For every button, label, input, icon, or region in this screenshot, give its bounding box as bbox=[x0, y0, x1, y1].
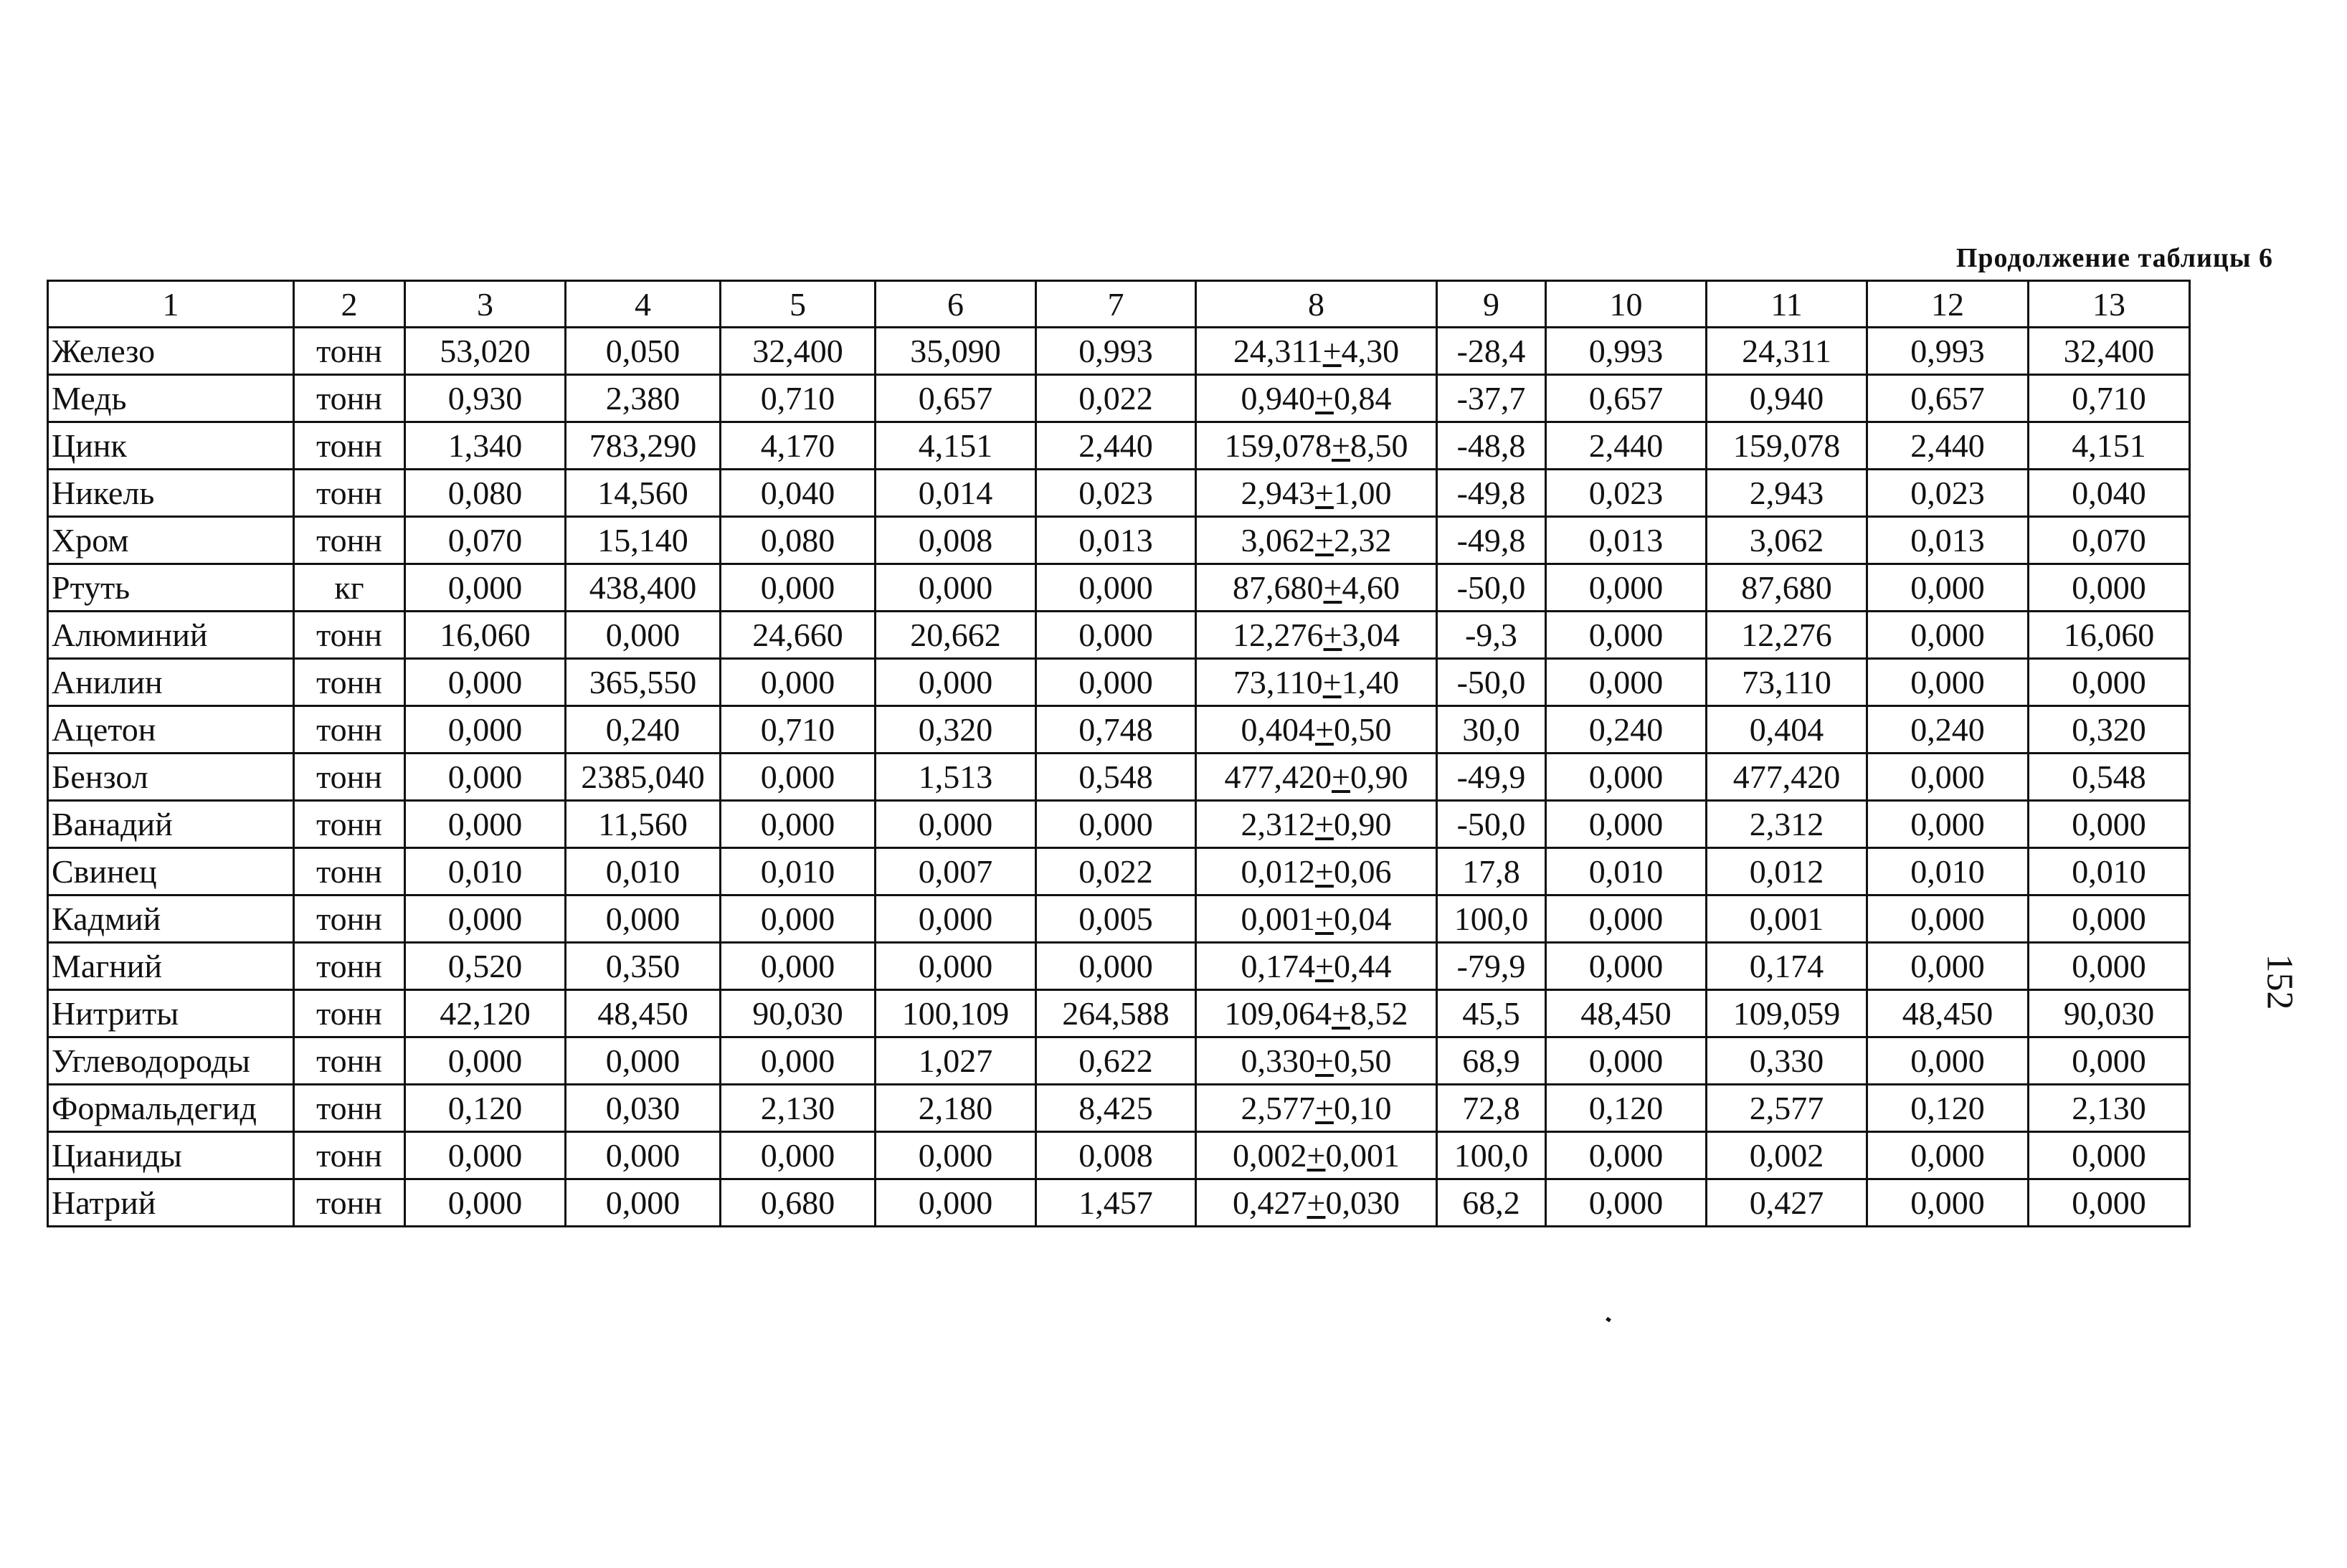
value-cell: -50,0 bbox=[1437, 564, 1546, 612]
value-cell: 0,174+0,44 bbox=[1196, 943, 1437, 990]
column-header: 5 bbox=[721, 281, 876, 328]
value-cell: 4,151 bbox=[876, 422, 1036, 470]
value-cell: -37,7 bbox=[1437, 375, 1546, 422]
value-cell: 3,062 bbox=[1707, 517, 1867, 564]
value-cell: 0,000 bbox=[1546, 895, 1707, 943]
value-cell: 0,320 bbox=[2029, 706, 2190, 754]
value-cell: 35,090 bbox=[876, 328, 1036, 375]
value-cell: 2,577 bbox=[1707, 1085, 1867, 1132]
value-cell: 0,520 bbox=[405, 943, 566, 990]
column-header: 4 bbox=[566, 281, 721, 328]
value-cell: 0,748 bbox=[1036, 706, 1196, 754]
value-cell: 16,060 bbox=[2029, 612, 2190, 659]
value-cell: 2,577+0,10 bbox=[1196, 1085, 1437, 1132]
value-cell: 2385,040 bbox=[566, 754, 721, 801]
value-cell: 0,000 bbox=[2029, 1179, 2190, 1227]
value-cell: 0,000 bbox=[405, 659, 566, 706]
substance-name-cell: Натрий bbox=[48, 1179, 294, 1227]
unit-cell: тонн bbox=[294, 375, 405, 422]
value-cell: 0,000 bbox=[1036, 659, 1196, 706]
value-cell: 1,340 bbox=[405, 422, 566, 470]
value-cell: 48,450 bbox=[1546, 990, 1707, 1037]
column-header: 13 bbox=[2029, 281, 2190, 328]
value-cell: 4,151 bbox=[2029, 422, 2190, 470]
value-cell: 0,548 bbox=[2029, 754, 2190, 801]
value-cell: 0,000 bbox=[2029, 564, 2190, 612]
value-cell: 2,312+0,90 bbox=[1196, 801, 1437, 848]
value-cell: 2,943+1,00 bbox=[1196, 470, 1437, 517]
unit-cell: тонн bbox=[294, 895, 405, 943]
table-row bbox=[48, 754, 2190, 801]
value-cell: 0,000 bbox=[2029, 801, 2190, 848]
value-cell: 0,010 bbox=[566, 848, 721, 895]
value-cell: 159,078+8,50 bbox=[1196, 422, 1437, 470]
value-cell: 0,000 bbox=[1036, 564, 1196, 612]
column-header: 9 bbox=[1437, 281, 1546, 328]
value-cell: 0,010 bbox=[2029, 848, 2190, 895]
column-header: 6 bbox=[876, 281, 1036, 328]
value-cell: 0,404+0,50 bbox=[1196, 706, 1437, 754]
unit-cell: тонн bbox=[294, 1132, 405, 1179]
value-cell: 0,022 bbox=[1036, 848, 1196, 895]
value-cell: 0,000 bbox=[1546, 612, 1707, 659]
value-cell: 0,000 bbox=[2029, 1037, 2190, 1085]
unit-cell: тонн bbox=[294, 659, 405, 706]
value-cell: 0,040 bbox=[2029, 470, 2190, 517]
value-cell: 0,000 bbox=[1546, 801, 1707, 848]
value-cell: 0,080 bbox=[405, 470, 566, 517]
value-cell: 0,120 bbox=[405, 1085, 566, 1132]
value-cell: 0,320 bbox=[876, 706, 1036, 754]
value-cell: 2,380 bbox=[566, 375, 721, 422]
value-cell: 2,130 bbox=[2029, 1085, 2190, 1132]
value-cell: 0,000 bbox=[405, 706, 566, 754]
value-cell: 0,023 bbox=[1867, 470, 2029, 517]
value-cell: 32,400 bbox=[721, 328, 876, 375]
value-cell: 0,010 bbox=[1546, 848, 1707, 895]
value-cell: 32,400 bbox=[2029, 328, 2190, 375]
column-header: 2 bbox=[294, 281, 405, 328]
value-cell: 0,000 bbox=[405, 564, 566, 612]
value-cell: 0,000 bbox=[2029, 943, 2190, 990]
column-header: 12 bbox=[1867, 281, 2029, 328]
value-cell: 0,000 bbox=[876, 801, 1036, 848]
value-cell: -28,4 bbox=[1437, 328, 1546, 375]
value-cell: 0,070 bbox=[405, 517, 566, 564]
value-cell: 0,000 bbox=[2029, 895, 2190, 943]
value-cell: 0,008 bbox=[1036, 1132, 1196, 1179]
table-row bbox=[48, 990, 2190, 1037]
value-cell: 0,013 bbox=[1036, 517, 1196, 564]
value-cell: 0,000 bbox=[1546, 1179, 1707, 1227]
value-cell: 30,0 bbox=[1437, 706, 1546, 754]
value-cell: 0,000 bbox=[876, 895, 1036, 943]
header-row bbox=[48, 281, 2190, 328]
value-cell: 0,023 bbox=[1036, 470, 1196, 517]
value-cell: 0,000 bbox=[1036, 943, 1196, 990]
value-cell: 0,940+0,84 bbox=[1196, 375, 1437, 422]
value-cell: 0,022 bbox=[1036, 375, 1196, 422]
substance-name-cell: Углеводороды bbox=[48, 1037, 294, 1085]
value-cell: 0,000 bbox=[721, 895, 876, 943]
value-cell: 0,000 bbox=[1867, 612, 2029, 659]
value-cell: 8,425 bbox=[1036, 1085, 1196, 1132]
value-cell: 100,109 bbox=[876, 990, 1036, 1037]
unit-cell: тонн bbox=[294, 470, 405, 517]
value-cell: 90,030 bbox=[721, 990, 876, 1037]
value-cell: 0,000 bbox=[721, 943, 876, 990]
value-cell: 0,000 bbox=[566, 1179, 721, 1227]
value-cell: 0,000 bbox=[721, 659, 876, 706]
value-cell: 0,070 bbox=[2029, 517, 2190, 564]
value-cell: 783,290 bbox=[566, 422, 721, 470]
value-cell: 0,000 bbox=[1546, 754, 1707, 801]
value-cell: 0,657 bbox=[1546, 375, 1707, 422]
value-cell: 0,120 bbox=[1546, 1085, 1707, 1132]
unit-cell: кг bbox=[294, 564, 405, 612]
value-cell: 0,000 bbox=[876, 943, 1036, 990]
substance-name-cell: Цианиды bbox=[48, 1132, 294, 1179]
value-cell: 0,000 bbox=[721, 754, 876, 801]
stray-mark bbox=[1606, 1317, 1611, 1323]
value-cell: 0,940 bbox=[1707, 375, 1867, 422]
value-cell: 0,000 bbox=[566, 612, 721, 659]
value-cell: 16,060 bbox=[405, 612, 566, 659]
value-cell: 0,000 bbox=[1867, 801, 2029, 848]
value-cell: 264,588 bbox=[1036, 990, 1196, 1037]
substance-name-cell: Цинк bbox=[48, 422, 294, 470]
substance-name-cell: Магний bbox=[48, 943, 294, 990]
value-cell: 0,010 bbox=[405, 848, 566, 895]
value-cell: 0,350 bbox=[566, 943, 721, 990]
substance-name-cell: Хром bbox=[48, 517, 294, 564]
value-cell: 0,008 bbox=[876, 517, 1036, 564]
value-cell: 0,050 bbox=[566, 328, 721, 375]
unit-cell: тонн bbox=[294, 706, 405, 754]
value-cell: 0,000 bbox=[721, 801, 876, 848]
unit-cell: тонн bbox=[294, 328, 405, 375]
unit-cell: тонн bbox=[294, 943, 405, 990]
value-cell: -48,8 bbox=[1437, 422, 1546, 470]
page-number: 152 bbox=[2259, 954, 2300, 1010]
value-cell: 0,000 bbox=[1546, 943, 1707, 990]
value-cell: 2,180 bbox=[876, 1085, 1036, 1132]
value-cell: 17,8 bbox=[1437, 848, 1546, 895]
value-cell: 48,450 bbox=[1867, 990, 2029, 1037]
value-cell: 0,000 bbox=[566, 895, 721, 943]
column-header: 3 bbox=[405, 281, 566, 328]
value-cell: 0,000 bbox=[1036, 612, 1196, 659]
table-row bbox=[48, 328, 2190, 375]
value-cell: 365,550 bbox=[566, 659, 721, 706]
value-cell: 0,330+0,50 bbox=[1196, 1037, 1437, 1085]
value-cell: 0,930 bbox=[405, 375, 566, 422]
value-cell: 0,000 bbox=[2029, 1132, 2190, 1179]
value-cell: 73,110 bbox=[1707, 659, 1867, 706]
value-cell: 0,240 bbox=[566, 706, 721, 754]
value-cell: 438,400 bbox=[566, 564, 721, 612]
value-cell: 0,710 bbox=[2029, 375, 2190, 422]
value-cell: 0,012+0,06 bbox=[1196, 848, 1437, 895]
value-cell: -79,9 bbox=[1437, 943, 1546, 990]
value-cell: 0,013 bbox=[1867, 517, 2029, 564]
value-cell: 0,000 bbox=[1867, 1132, 2029, 1179]
value-cell: 0,240 bbox=[1867, 706, 2029, 754]
value-cell: 0,080 bbox=[721, 517, 876, 564]
table-row bbox=[48, 612, 2190, 659]
value-cell: 0,000 bbox=[405, 1132, 566, 1179]
unit-cell: тонн bbox=[294, 848, 405, 895]
value-cell: 2,943 bbox=[1707, 470, 1867, 517]
value-cell: 0,014 bbox=[876, 470, 1036, 517]
value-cell: 0,993 bbox=[1036, 328, 1196, 375]
value-cell: 15,140 bbox=[566, 517, 721, 564]
value-cell: 4,170 bbox=[721, 422, 876, 470]
value-cell: 0,000 bbox=[1867, 1037, 2029, 1085]
value-cell: 0,000 bbox=[1867, 895, 2029, 943]
value-cell: 73,110+1,40 bbox=[1196, 659, 1437, 706]
value-cell: 87,680 bbox=[1707, 564, 1867, 612]
value-cell: 0,000 bbox=[1546, 564, 1707, 612]
substance-name-cell: Железо bbox=[48, 328, 294, 375]
value-cell: 20,662 bbox=[876, 612, 1036, 659]
value-cell: 0,012 bbox=[1707, 848, 1867, 895]
column-header: 1 bbox=[48, 281, 294, 328]
table-row bbox=[48, 848, 2190, 895]
column-header: 8 bbox=[1196, 281, 1437, 328]
table-row bbox=[48, 1037, 2190, 1085]
value-cell: 0,622 bbox=[1036, 1037, 1196, 1085]
table-caption: Продолжение таблицы 6 bbox=[1955, 243, 2273, 273]
value-cell: 2,440 bbox=[1867, 422, 2029, 470]
value-cell: 0,000 bbox=[1546, 1132, 1707, 1179]
table-body bbox=[48, 328, 2190, 1227]
substance-name-cell: Бензол bbox=[48, 754, 294, 801]
value-cell: 0,002 bbox=[1707, 1132, 1867, 1179]
value-cell: 0,000 bbox=[876, 1179, 1036, 1227]
value-cell: 109,064+8,52 bbox=[1196, 990, 1437, 1037]
value-cell: 24,311+4,30 bbox=[1196, 328, 1437, 375]
value-cell: 0,330 bbox=[1707, 1037, 1867, 1085]
value-cell: 68,9 bbox=[1437, 1037, 1546, 1085]
value-cell: 100,0 bbox=[1437, 895, 1546, 943]
value-cell: 11,560 bbox=[566, 801, 721, 848]
value-cell: 0,000 bbox=[1867, 564, 2029, 612]
value-cell: 0,000 bbox=[1867, 754, 2029, 801]
value-cell: 0,000 bbox=[405, 895, 566, 943]
value-cell: 0,000 bbox=[876, 564, 1036, 612]
table-row bbox=[48, 801, 2190, 848]
value-cell: -49,9 bbox=[1437, 754, 1546, 801]
substance-name-cell: Ацетон bbox=[48, 706, 294, 754]
substance-name-cell: Кадмий bbox=[48, 895, 294, 943]
value-cell: 12,276+3,04 bbox=[1196, 612, 1437, 659]
value-cell: 68,2 bbox=[1437, 1179, 1546, 1227]
value-cell: 2,312 bbox=[1707, 801, 1867, 848]
value-cell: 0,000 bbox=[405, 801, 566, 848]
value-cell: 24,660 bbox=[721, 612, 876, 659]
value-cell: 0,000 bbox=[2029, 659, 2190, 706]
value-cell: 45,5 bbox=[1437, 990, 1546, 1037]
table-row bbox=[48, 1179, 2190, 1227]
value-cell: -50,0 bbox=[1437, 801, 1546, 848]
value-cell: 0,427+0,030 bbox=[1196, 1179, 1437, 1227]
value-cell: 0,000 bbox=[1867, 659, 2029, 706]
table-row bbox=[48, 659, 2190, 706]
value-cell: 53,020 bbox=[405, 328, 566, 375]
substance-name-cell: Никель bbox=[48, 470, 294, 517]
value-cell: -9,3 bbox=[1437, 612, 1546, 659]
value-cell: 12,276 bbox=[1707, 612, 1867, 659]
value-cell: 0,000 bbox=[721, 1037, 876, 1085]
value-cell: 0,000 bbox=[1867, 1179, 2029, 1227]
value-cell: 0,010 bbox=[1867, 848, 2029, 895]
substance-name-cell: Алюминий bbox=[48, 612, 294, 659]
value-cell: 72,8 bbox=[1437, 1085, 1546, 1132]
column-header: 10 bbox=[1546, 281, 1707, 328]
value-cell: 48,450 bbox=[566, 990, 721, 1037]
value-cell: 2,440 bbox=[1036, 422, 1196, 470]
substance-name-cell: Медь bbox=[48, 375, 294, 422]
value-cell: 2,130 bbox=[721, 1085, 876, 1132]
unit-cell: тонн bbox=[294, 1037, 405, 1085]
value-cell: 0,000 bbox=[405, 1179, 566, 1227]
value-cell: 477,420 bbox=[1707, 754, 1867, 801]
unit-cell: тонн bbox=[294, 612, 405, 659]
value-cell: 0,001 bbox=[1707, 895, 1867, 943]
unit-cell: тонн bbox=[294, 422, 405, 470]
value-cell: 1,513 bbox=[876, 754, 1036, 801]
value-cell: 3,062+2,32 bbox=[1196, 517, 1437, 564]
value-cell: 0,001+0,04 bbox=[1196, 895, 1437, 943]
table-row bbox=[48, 375, 2190, 422]
value-cell: 0,000 bbox=[566, 1037, 721, 1085]
value-cell: 24,311 bbox=[1707, 328, 1867, 375]
table-row bbox=[48, 1085, 2190, 1132]
table-row bbox=[48, 422, 2190, 470]
unit-cell: тонн bbox=[294, 1085, 405, 1132]
substance-name-cell: Свинец bbox=[48, 848, 294, 895]
substance-name-cell: Ванадий bbox=[48, 801, 294, 848]
value-cell: 0,000 bbox=[1546, 659, 1707, 706]
value-cell: 0,000 bbox=[721, 1132, 876, 1179]
value-cell: 1,027 bbox=[876, 1037, 1036, 1085]
value-cell: 0,174 bbox=[1707, 943, 1867, 990]
column-header: 11 bbox=[1707, 281, 1867, 328]
value-cell: 0,000 bbox=[566, 1132, 721, 1179]
value-cell: 2,440 bbox=[1546, 422, 1707, 470]
value-cell: 0,030 bbox=[566, 1085, 721, 1132]
table-row bbox=[48, 895, 2190, 943]
value-cell: 0,010 bbox=[721, 848, 876, 895]
substance-name-cell: Анилин bbox=[48, 659, 294, 706]
value-cell: 0,000 bbox=[405, 754, 566, 801]
value-cell: 0,427 bbox=[1707, 1179, 1867, 1227]
value-cell: 87,680+4,60 bbox=[1196, 564, 1437, 612]
value-cell: 477,420+0,90 bbox=[1196, 754, 1437, 801]
value-cell: 14,560 bbox=[566, 470, 721, 517]
value-cell: 0,993 bbox=[1867, 328, 2029, 375]
unit-cell: тонн bbox=[294, 754, 405, 801]
value-cell: 0,657 bbox=[876, 375, 1036, 422]
value-cell: 0,002+0,001 bbox=[1196, 1132, 1437, 1179]
value-cell: 0,710 bbox=[721, 706, 876, 754]
value-cell: 0,000 bbox=[1036, 801, 1196, 848]
unit-cell: тонн bbox=[294, 1179, 405, 1227]
value-cell: 109,059 bbox=[1707, 990, 1867, 1037]
value-cell: 90,030 bbox=[2029, 990, 2190, 1037]
value-cell: 0,000 bbox=[876, 1132, 1036, 1179]
value-cell: -49,8 bbox=[1437, 470, 1546, 517]
table-row bbox=[48, 706, 2190, 754]
value-cell: 0,007 bbox=[876, 848, 1036, 895]
substance-name-cell: Ртуть bbox=[48, 564, 294, 612]
value-cell: 0,000 bbox=[876, 659, 1036, 706]
value-cell: 0,000 bbox=[1867, 943, 2029, 990]
column-header: 7 bbox=[1036, 281, 1196, 328]
table-row bbox=[48, 470, 2190, 517]
value-cell: 0,040 bbox=[721, 470, 876, 517]
value-cell: 0,000 bbox=[1546, 1037, 1707, 1085]
table-row bbox=[48, 517, 2190, 564]
value-cell: 42,120 bbox=[405, 990, 566, 1037]
data-table bbox=[47, 280, 2191, 1227]
unit-cell: тонн bbox=[294, 801, 405, 848]
table-row bbox=[48, 943, 2190, 990]
value-cell: 0,120 bbox=[1867, 1085, 2029, 1132]
value-cell: 0,404 bbox=[1707, 706, 1867, 754]
value-cell: 0,005 bbox=[1036, 895, 1196, 943]
unit-cell: тонн bbox=[294, 517, 405, 564]
value-cell: 1,457 bbox=[1036, 1179, 1196, 1227]
table-row bbox=[48, 564, 2190, 612]
value-cell: 159,078 bbox=[1707, 422, 1867, 470]
value-cell: 0,240 bbox=[1546, 706, 1707, 754]
value-cell: -49,8 bbox=[1437, 517, 1546, 564]
substance-name-cell: Формальдегид bbox=[48, 1085, 294, 1132]
value-cell: 0,000 bbox=[405, 1037, 566, 1085]
value-cell: -50,0 bbox=[1437, 659, 1546, 706]
value-cell: 0,000 bbox=[721, 564, 876, 612]
value-cell: 0,710 bbox=[721, 375, 876, 422]
value-cell: 0,993 bbox=[1546, 328, 1707, 375]
value-cell: 0,548 bbox=[1036, 754, 1196, 801]
unit-cell: тонн bbox=[294, 990, 405, 1037]
value-cell: 0,680 bbox=[721, 1179, 876, 1227]
value-cell: 0,013 bbox=[1546, 517, 1707, 564]
value-cell: 100,0 bbox=[1437, 1132, 1546, 1179]
table-row bbox=[48, 1132, 2190, 1179]
substance-name-cell: Нитриты bbox=[48, 990, 294, 1037]
value-cell: 0,023 bbox=[1546, 470, 1707, 517]
value-cell: 0,657 bbox=[1867, 375, 2029, 422]
